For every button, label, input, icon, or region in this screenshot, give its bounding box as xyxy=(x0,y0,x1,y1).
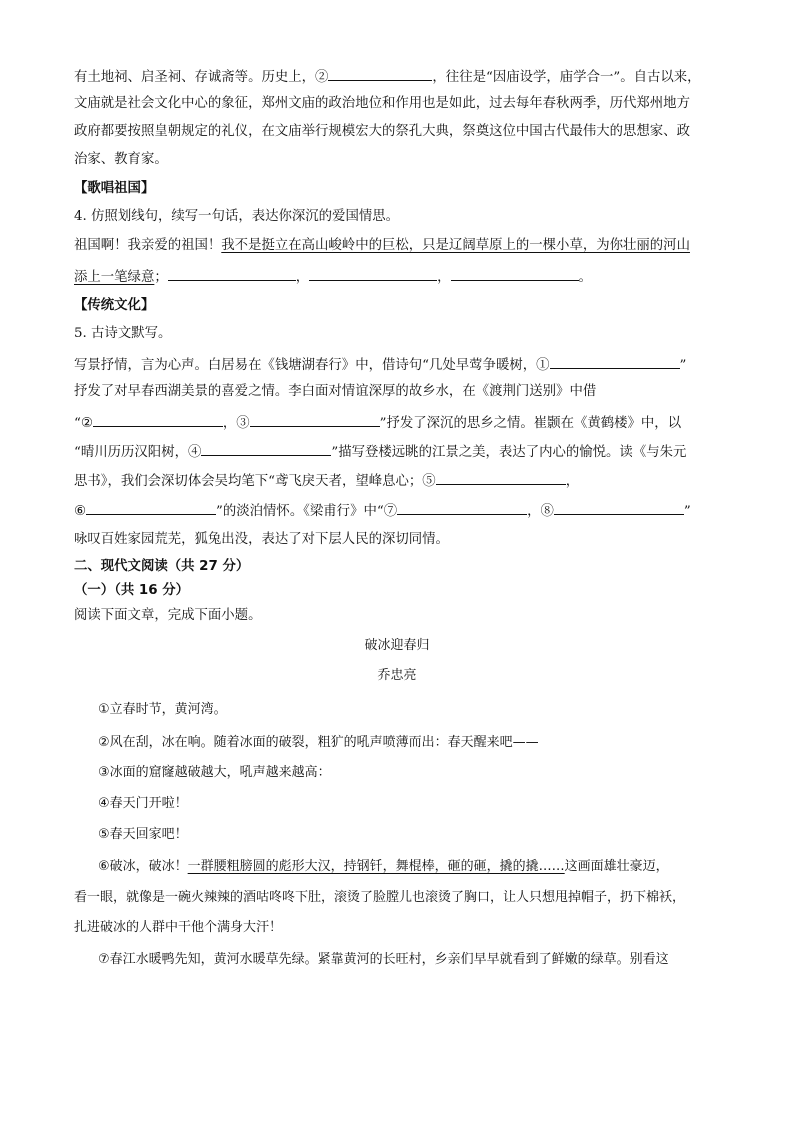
answer-blank[interactable] xyxy=(168,266,296,281)
article-paragraph: ⑦春江水暖鸭先知，黄河水暖草先绿。紧靠黄河的长旺村，乡亲们早早就看到了鲜嫩的绿草。别看这 xyxy=(98,952,669,967)
article-paragraph: ②风在刮，冰在响。随着冰面的破裂，粗犷的吼声喷薄而出：春天醒来吧—— xyxy=(98,735,539,750)
question-5-line: ⑥ ”的淡泊情怀。《梁甫行》中“⑦ ，⑧ ” xyxy=(74,500,724,522)
article-author: 乔忠亮 xyxy=(377,668,417,683)
answer-blank[interactable] xyxy=(451,266,579,281)
article-paragraph: ⑤春天回家吧！ xyxy=(98,827,188,842)
question-5-line: 思书》，我们会深切体会吴均笔下“鸢飞戾天者，望峰息心；⑤ ， xyxy=(74,470,724,492)
answer-blank[interactable] xyxy=(309,266,437,281)
answer-blank[interactable] xyxy=(86,500,216,515)
article-paragraph: ⑥破冰，破冰！一群腰粗膀圆的彪形大汉，持钢钎，舞棍棒，砸的砸，撬的撬……这画面雄壮豪迈， xyxy=(98,859,669,874)
article-paragraph: ①立春时节，黄河湾。 xyxy=(98,702,227,717)
answer-blank[interactable] xyxy=(250,412,380,427)
answer-blank[interactable] xyxy=(397,500,527,515)
article-paragraph: ③冰面的窟窿越破越大，吼声越来越高： xyxy=(98,765,331,780)
answer-blank[interactable] xyxy=(93,412,223,427)
section-heading-sing: 【歌唱祖国】 xyxy=(74,181,155,196)
reading-instruction: 阅读下面文章，完成下面小题。 xyxy=(74,608,262,623)
paragraph-line: 治家、教育家。 xyxy=(74,152,168,167)
answer-blank[interactable] xyxy=(550,354,680,369)
article-title: 破冰迎春归 xyxy=(364,638,430,653)
question-4-prompt: 4. 仿照划线句，续写一句话，表达你深沉的爱国情思。 xyxy=(74,209,400,224)
question-5-line: “② ，③ ”抒发了深沉的思乡之情。崔颢在《黄鹤楼》中，以 xyxy=(74,412,724,434)
question-5-line: 写景抒情，言为心声。白居易在《钱塘湖春行》中，借诗句“几处早莺争暖树，① ” xyxy=(74,354,724,376)
answer-blank[interactable] xyxy=(201,441,331,456)
underlined-sentence: 一群腰粗膀圆的彪形大汉，持钢钎，舞棍棒，砸的砸，撬的撬…… xyxy=(187,859,565,874)
question-5-line: “晴川历历汉阳树，④ ”描写登楼远眺的江景之美，表达了内心的愉悦。读《与朱元 xyxy=(74,441,724,463)
part-2-heading: 二、现代文阅读（共 27 分） xyxy=(74,559,250,574)
question-4-line: 祖国啊！我亲爱的祖国！我不是挺立在高山峻岭中的巨松，只是辽阔草原上的一棵小草，为你壮丽的河山 xyxy=(74,238,690,253)
question-5-prompt: 5. 古诗文默写。 xyxy=(74,326,172,341)
answer-blank[interactable] xyxy=(436,470,566,485)
question-4-line: 添上一笔绿意； ， ， 。 xyxy=(74,266,724,288)
paragraph-line: 文庙就是社会文化中心的象征，郑州文庙的政治地位和作用也是如此，过去每年春秋两季，历代郑州地方 xyxy=(74,96,690,111)
question-5-line: 抒发了对早春西湖美景的喜爱之情。李白面对情谊深厚的故乡水，在《渡荆门送别》中借 xyxy=(74,384,597,399)
question-5-line: 咏叹百姓家园荒芜，狐兔出没，表达了对下层人民的深切同情。 xyxy=(74,532,449,547)
section-heading-tradition: 【传统文化】 xyxy=(74,298,155,313)
article-paragraph-cont: 扎进破冰的人群中干他个满身大汗！ xyxy=(74,920,283,935)
answer-blank[interactable] xyxy=(328,66,432,81)
part-2-sub-heading: （一）（共 16 分） xyxy=(74,583,189,598)
paragraph-line: 有土地祠、启圣祠、存诚斋等。历史上，② ，往往是“因庙设学，庙学合一”。自古以来， xyxy=(74,66,724,88)
answer-blank[interactable] xyxy=(554,500,684,515)
article-paragraph-cont: 看一眼，就像是一碗火辣辣的酒咕咚咚下肚，滚烫了脸膛儿也滚烫了胸口，让人只想甩掉帽子，扔下棉袄， xyxy=(74,890,686,905)
underlined-sentence: 我不是挺立在高山峻岭中的巨松，只是辽阔草原上的一棵小草，为你壮丽的河山 xyxy=(221,238,690,253)
paragraph-line: 政府都要按照皇朝规定的礼仪，在文庙举行规模宏大的祭孔大典，祭奠这位中国古代最伟大的思想家、政 xyxy=(74,124,690,139)
article-paragraph: ④春天门开啦！ xyxy=(98,796,188,811)
